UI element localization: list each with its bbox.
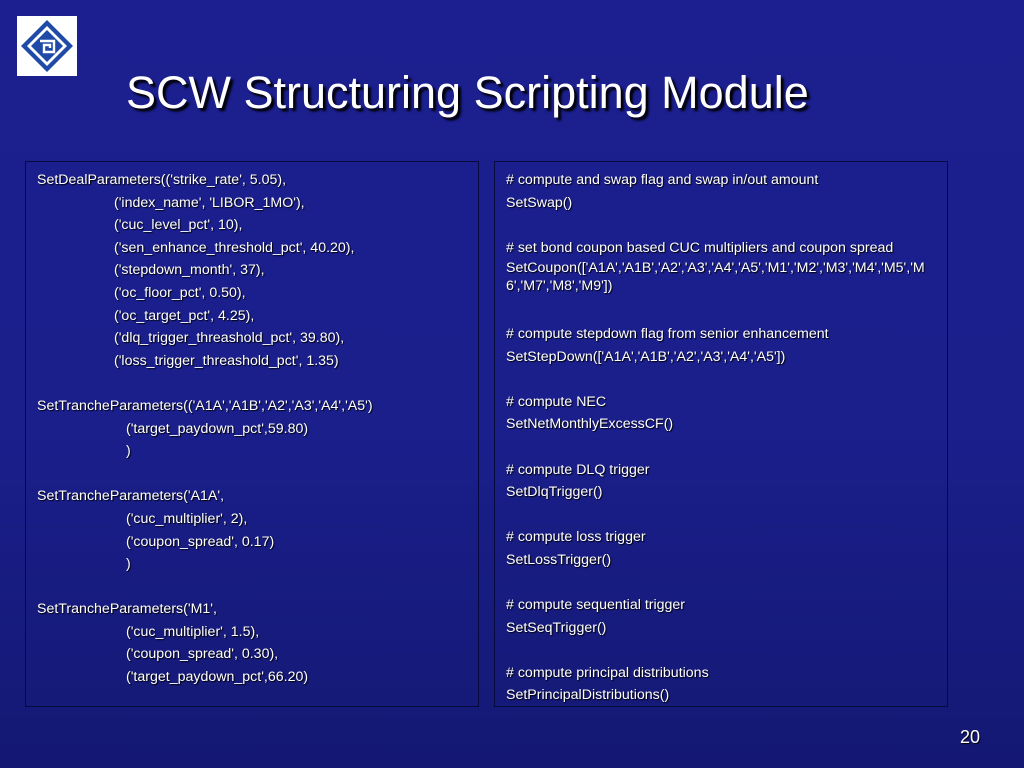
left-code-line xyxy=(37,463,478,486)
left-code-line: ('cuc_multiplier', 1.5), xyxy=(126,623,260,640)
slide-title: SCW Structuring Scripting Module xyxy=(126,67,809,118)
right-code-line xyxy=(506,214,941,237)
right-code-line: SetCoupon(['A1A','A1B','A2','A3','A4','A5','M1','M2','M3','M4','M5','M6','M7','M8','M9']) xyxy=(506,260,925,295)
left-code-line xyxy=(37,576,478,599)
right-code-line xyxy=(506,572,941,595)
left-code-line: ('stepdown_month', 37), xyxy=(114,262,265,279)
left-code-line: ('coupon_spread', 0.17) xyxy=(126,533,275,550)
right-code-line: SetNetMonthlyExcessCF() xyxy=(506,416,674,433)
right-code-line: SetStepDown(['A1A','A1B','A2','A3','A4','A5']) xyxy=(506,348,786,365)
left-code-line: ('dlq_trigger_threashold_pct', 39.80), xyxy=(114,330,345,347)
right-code-line xyxy=(506,300,941,323)
page-number: 20 xyxy=(959,727,980,747)
right-code-line: SetSwap() xyxy=(506,194,573,211)
left-code-line: SetDealParameters(('strike_rate', 5.05), xyxy=(37,172,287,188)
left-code-line: ('loss_trigger_threashold_pct', 1.35) xyxy=(114,352,339,369)
left-code-line: ) xyxy=(126,443,131,460)
left-code-line: ('cuc_level_pct', 10), xyxy=(114,217,243,234)
left-code-line: ('target_paydown_pct',66.20) xyxy=(126,669,309,686)
left-code-line: ('oc_target_pct', 4.25), xyxy=(114,307,255,324)
right-code-lines xyxy=(506,169,941,707)
right-code-line: # compute NEC xyxy=(506,393,607,410)
right-code-line xyxy=(506,368,941,391)
left-code-line: ('target_paydown_pct',59.80) xyxy=(126,420,309,437)
left-code-line: SetTrancheParameters('A1A', xyxy=(37,488,225,505)
left-code-line: ('sen_enhance_threshold_pct', 40.20), xyxy=(114,239,355,256)
left-code-line: ('index_name', 'LIBOR_1MO'), xyxy=(114,194,305,211)
right-code-line: SetSeqTrigger() xyxy=(506,619,607,636)
right-code-line: SetLossTrigger() xyxy=(506,551,612,568)
left-code-lines xyxy=(37,169,478,689)
left-code-line: SetTrancheParameters(('A1A','A1B','A2','A3','A4','A5') xyxy=(37,397,373,414)
right-code-line: # compute stepdown flag from senior enhancement xyxy=(506,325,829,342)
right-code-line xyxy=(506,504,941,527)
right-code-line: # compute loss trigger xyxy=(506,529,646,546)
right-code-line xyxy=(506,639,941,662)
left-code-line xyxy=(37,372,478,395)
left-code-line: ('coupon_spread', 0.30), xyxy=(126,646,279,663)
right-code-line: # compute sequential trigger xyxy=(506,597,686,614)
code-panel-right xyxy=(494,161,948,707)
right-code-line xyxy=(506,436,941,459)
code-panel-left xyxy=(25,161,479,707)
right-code-line: SetPrincipalDistributions() xyxy=(506,687,670,704)
logo-icon xyxy=(17,16,77,76)
right-code-line: # compute DLQ trigger xyxy=(506,461,650,478)
right-code-line: # compute principal distributions xyxy=(506,664,709,681)
left-code-line: ) xyxy=(126,556,131,573)
left-code-line: ('oc_floor_pct', 0.50), xyxy=(114,284,246,301)
left-code-line: SetTrancheParameters('M1', xyxy=(37,601,217,618)
left-code-line: ('cuc_multiplier', 2), xyxy=(126,510,248,527)
right-code-line: # set bond coupon based CUC multipliers and coupon spread xyxy=(506,239,894,256)
right-code-line: # compute and swap flag and swap in/out amount xyxy=(506,172,819,188)
right-code-line: SetDlqTrigger() xyxy=(506,484,603,501)
